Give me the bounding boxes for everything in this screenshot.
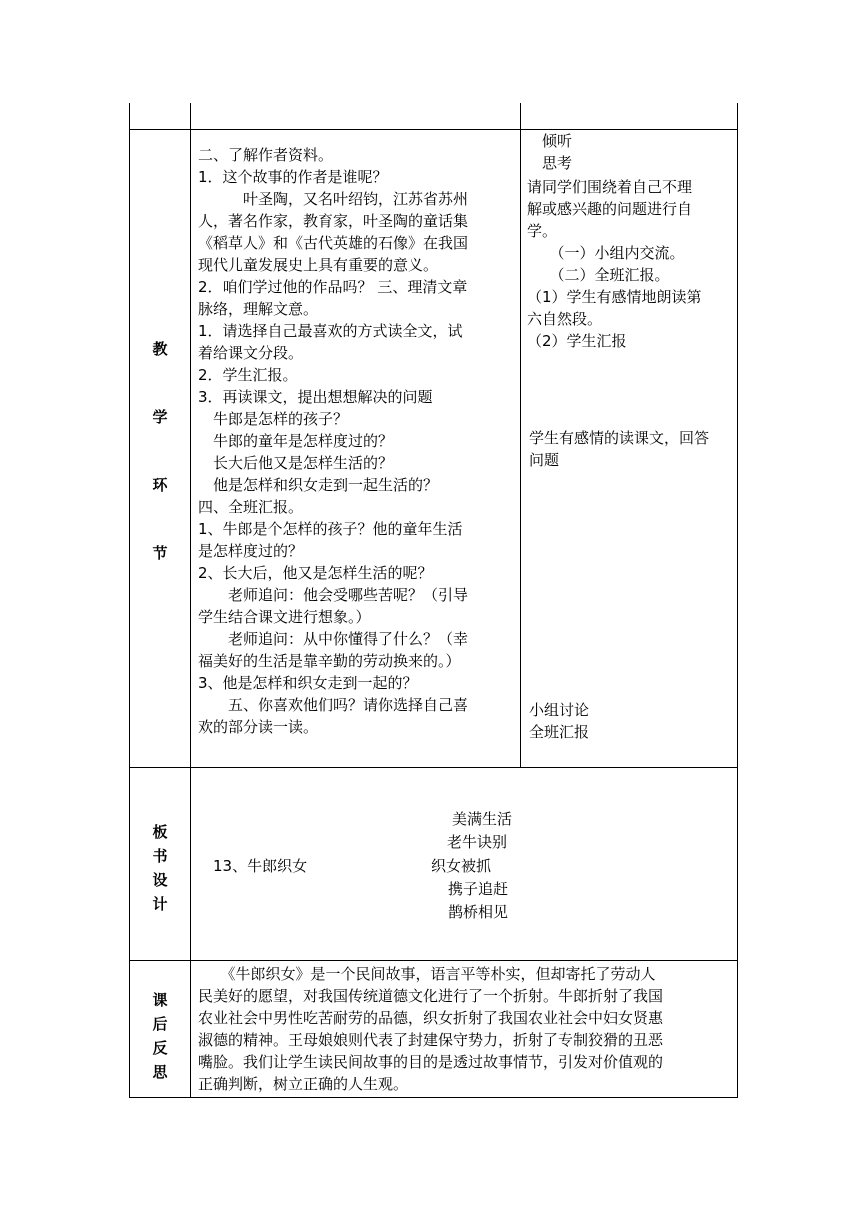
table-border-left — [129, 103, 130, 1098]
board-item: 老牛诀别 — [447, 833, 508, 851]
label-char: 后 — [152, 1015, 168, 1033]
label-char: 课 — [152, 991, 168, 1009]
text-line: 人，著名作家，教育家，叶圣陶的童话集 — [198, 212, 469, 230]
label-char: 书 — [152, 847, 168, 865]
text-line: 老师追问：从中你懂得了什么？（幸 — [198, 630, 469, 648]
text-line: 老师追问：他会受哪些苦呢？（引导 — [198, 586, 469, 604]
board-item: 织女被抓 — [431, 857, 492, 875]
text-line: 2．咱们学过他的作品吗？ 三、理清文章 — [198, 278, 468, 296]
text-line: 3．再读课文，提出想想解决的问题 — [198, 388, 433, 406]
label-char: 教 — [152, 340, 168, 358]
label-char: 反 — [152, 1039, 168, 1057]
text-line: （2）学生汇报 — [527, 332, 627, 350]
label-char: 节 — [152, 544, 168, 562]
student-activity-text — [529, 699, 737, 743]
text-line: 思考 — [527, 154, 573, 172]
student-activity-text — [529, 427, 737, 471]
label-char: 思 — [152, 1063, 168, 1081]
table-row-divider — [129, 960, 738, 961]
label-char: 计 — [152, 895, 168, 913]
text-line: 现代儿童发展史上具有重要的意义。 — [198, 256, 439, 274]
table-border-student-divider — [520, 103, 521, 768]
text-line: 五、你喜欢他们吗？请你选择自己喜 — [198, 696, 469, 714]
text-line: 欢的部分读一读。 — [198, 718, 319, 736]
reflection-text — [198, 963, 734, 1095]
board-item: 携子追赶 — [448, 880, 509, 898]
text-line: 1、牛郎是个怎样的孩子？他的童年生活 — [198, 520, 463, 538]
text-line: 牛郎是怎样的孩子？ — [198, 410, 349, 428]
table-border-label-divider — [190, 103, 191, 1098]
label-char: 学 — [152, 408, 168, 426]
text-line: 牛郎的童年是怎样度过的？ — [198, 432, 394, 450]
text-line: 学。 — [527, 222, 558, 240]
text-line: 福美好的生活是靠辛勤的劳动换来的。） — [198, 652, 461, 670]
text-line: 嘴脸。我们让学生读民间故事的目的是透过故事情节，引发对价值观的 — [198, 1053, 664, 1071]
text-line: 2．学生汇报。 — [198, 366, 298, 384]
board-title: 13、牛郎织女 — [213, 857, 308, 875]
text-line: （1）学生有感情地朗读第 — [527, 288, 702, 306]
text-line: 民美好的愿望，对我国传统道德文化进行了一个折射。牛郎折射了我国 — [198, 987, 664, 1005]
teaching-section-label — [130, 338, 190, 564]
text-line: 全班汇报 — [529, 723, 590, 741]
table-border-right — [737, 103, 738, 1098]
label-char: 环 — [152, 476, 168, 494]
text-line: 二、了解作者资料。 — [198, 146, 334, 164]
text-line: （一）小组内交流。 — [527, 244, 685, 262]
text-line: 四、全班汇报。 — [198, 498, 304, 516]
text-line: 1．这个故事的作者是谁呢？ — [198, 168, 388, 186]
text-line: 2、长大后，他又是怎样生活的呢？ — [198, 564, 433, 582]
text-line: 小组讨论 — [529, 701, 590, 719]
text-line: 学生有感情的读课文，回答 — [529, 429, 710, 447]
text-line: 叶圣陶，又名叶绍钧，江苏省苏州 — [198, 190, 469, 208]
text-line: 他是怎样和织女走到一起生活的？ — [198, 476, 439, 494]
label-char: 板 — [152, 823, 168, 841]
table-row-divider — [129, 767, 738, 768]
text-line: 1．请选择自己最喜欢的方式读全文，试 — [198, 322, 463, 340]
student-activity-text — [527, 130, 735, 352]
reflection-label — [130, 988, 190, 1084]
text-line: 是怎样度过的？ — [198, 542, 304, 560]
text-line: 3、他是怎样和织女走到一起的？ — [198, 674, 418, 692]
text-line: 农业社会中男性吃苦耐劳的品德，织女折射了我国农业社会中妇女贤惠 — [198, 1009, 664, 1027]
board-design-label — [130, 820, 190, 916]
text-line: 《稻草人》和《古代英雄的石像》在我国 — [198, 234, 469, 252]
teaching-process-text — [198, 144, 518, 738]
text-line: 问题 — [529, 451, 560, 469]
label-char: 设 — [152, 871, 168, 889]
text-line: 六自然段。 — [527, 310, 603, 328]
text-line: 脉络，理解文意。 — [198, 300, 319, 318]
table-bottom-border — [129, 1097, 738, 1098]
board-item: 美满生活 — [452, 810, 513, 828]
text-line: 着给课文分段。 — [198, 344, 304, 362]
text-line: 《牛郎织女》是一个民间故事，语言平等朴实，但却寄托了劳动人 — [198, 965, 656, 983]
board-item: 鹊桥相见 — [448, 903, 509, 921]
text-line: （二）全班汇报。 — [527, 266, 670, 284]
text-line: 学生结合课文进行想象。） — [198, 608, 371, 626]
text-line: 请同学们围绕着自己不理 — [527, 178, 693, 196]
text-line: 倾听 — [527, 132, 573, 150]
text-line: 长大后他又是怎样生活的？ — [198, 454, 394, 472]
text-line: 正确判断，树立正确的人生观。 — [198, 1075, 409, 1093]
text-line: 解或感兴趣的问题进行自 — [527, 200, 693, 218]
text-line: 淑德的精神。王母娘娘则代表了封建保守势力，折射了专制狡猾的丑恶 — [198, 1031, 664, 1049]
